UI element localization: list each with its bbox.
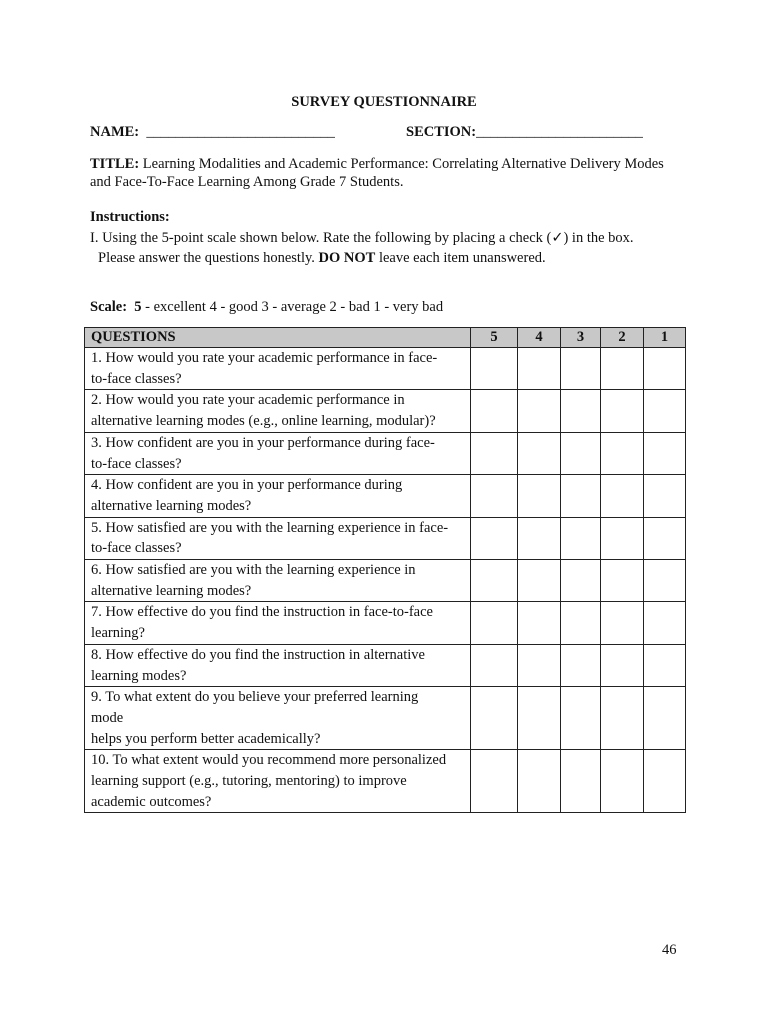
rating-checkbox-2[interactable]: [601, 560, 644, 602]
rating-checkbox-4[interactable]: [518, 517, 561, 559]
rating-checkbox-1[interactable]: [644, 432, 686, 474]
header-questions: QUESTIONS: [85, 328, 471, 348]
rating-checkbox-1[interactable]: [644, 390, 686, 432]
table-row: [85, 687, 686, 750]
table-row: [85, 348, 686, 390]
rating-checkbox-5[interactable]: [471, 560, 518, 602]
question-text: 3. How confident are you in your performance during face- to-face classes?: [85, 432, 471, 474]
instruction-line-2-before: Please answer the questions honestly.: [98, 250, 315, 266]
scale-first-value: 5: [134, 299, 142, 315]
scale-legend: - excellent 4 - good 3 - average 2 - bad 1 - very bad: [145, 299, 444, 315]
rating-checkbox-3[interactable]: [561, 348, 601, 390]
question-text: 4. How confident are you in your performance during alternative learning modes?: [85, 475, 471, 517]
rating-checkbox-3[interactable]: [561, 475, 601, 517]
rating-checkbox-2[interactable]: [601, 432, 644, 474]
rating-checkbox-3[interactable]: [561, 517, 601, 559]
question-text: 5. How satisfied are you with the learning experience in face- to-face classes?: [85, 517, 471, 559]
rating-checkbox-4[interactable]: [518, 602, 561, 644]
rating-checkbox-1[interactable]: [644, 602, 686, 644]
rating-checkbox-2[interactable]: [601, 602, 644, 644]
rating-checkbox-4[interactable]: [518, 750, 561, 813]
rating-checkbox-3[interactable]: [561, 390, 601, 432]
table-header-row: [85, 328, 686, 348]
rating-checkbox-1[interactable]: [644, 348, 686, 390]
rating-checkbox-4[interactable]: [518, 475, 561, 517]
question-text: 2. How would you rate your academic performance in alternative learning modes (e.g., online learning, modular)?: [85, 390, 471, 432]
instruction-line-2: [98, 250, 546, 267]
rating-checkbox-5[interactable]: [471, 602, 518, 644]
rating-checkbox-3[interactable]: [561, 750, 601, 813]
rating-checkbox-4[interactable]: [518, 348, 561, 390]
rating-checkbox-3[interactable]: [561, 560, 601, 602]
question-text: 9. To what extent do you believe your preferred learning mode helps you perform better academically?: [85, 687, 471, 750]
instruction-line-1: I. Using the 5-point scale shown below. Rate the following by placing a check (✓) in the box.: [90, 230, 634, 246]
rating-checkbox-1[interactable]: [644, 644, 686, 686]
instruction-do-not: DO NOT: [318, 250, 376, 266]
table-row: [85, 475, 686, 517]
rating-checkbox-3[interactable]: [561, 602, 601, 644]
rating-checkbox-2[interactable]: [601, 348, 644, 390]
section-field[interactable]: [406, 124, 643, 141]
title-text: Learning Modalities and Academic Performance: Correlating Alternative Delivery Modes and Face-To-Face Learning Among Grade 7 Students.: [90, 156, 664, 190]
section-label: SECTION:: [406, 124, 477, 140]
rating-checkbox-4[interactable]: [518, 432, 561, 474]
rating-checkbox-3[interactable]: [561, 432, 601, 474]
rating-checkbox-2[interactable]: [601, 644, 644, 686]
survey-table: [84, 327, 686, 813]
rating-checkbox-4[interactable]: [518, 560, 561, 602]
header-rating-2: 2: [601, 328, 644, 348]
question-text: 8. How effective do you find the instruction in alternative learning modes?: [85, 644, 471, 686]
rating-checkbox-1[interactable]: [644, 517, 686, 559]
table-row: [85, 644, 686, 686]
question-text: 1. How would you rate your academic performance in face- to-face classes?: [85, 348, 471, 390]
rating-checkbox-2[interactable]: [601, 750, 644, 813]
rating-checkbox-1[interactable]: [644, 750, 686, 813]
rating-checkbox-5[interactable]: [471, 687, 518, 750]
rating-checkbox-1[interactable]: [644, 475, 686, 517]
name-label: NAME:: [90, 124, 140, 140]
rating-checkbox-1[interactable]: [644, 687, 686, 750]
header-rating-5: 5: [471, 328, 518, 348]
scale-label: Scale:: [90, 299, 128, 315]
rating-checkbox-1[interactable]: [644, 560, 686, 602]
rating-checkbox-2[interactable]: [601, 517, 644, 559]
name-field[interactable]: [90, 124, 335, 141]
instruction-line-2-after: leave each item unanswered.: [378, 250, 546, 266]
table-row: [85, 432, 686, 474]
table-row: [85, 602, 686, 644]
header-rating-1: 1: [644, 328, 686, 348]
rating-checkbox-2[interactable]: [601, 390, 644, 432]
rating-checkbox-3[interactable]: [561, 687, 601, 750]
table-row: [85, 390, 686, 432]
header-rating-3: 3: [561, 328, 601, 348]
section-blank-line: _______________________: [476, 124, 643, 140]
instructions-heading: Instructions:: [90, 209, 170, 225]
question-text: 7. How effective do you find the instruction in face-to-face learning?: [85, 602, 471, 644]
rating-checkbox-4[interactable]: [518, 390, 561, 432]
title-label: TITLE:: [90, 156, 140, 172]
rating-checkbox-5[interactable]: [471, 348, 518, 390]
header-rating-4: 4: [518, 328, 561, 348]
rating-checkbox-2[interactable]: [601, 475, 644, 517]
rating-checkbox-5[interactable]: [471, 644, 518, 686]
table-row: [85, 517, 686, 559]
rating-checkbox-3[interactable]: [561, 644, 601, 686]
table-row: [85, 560, 686, 602]
rating-checkbox-5[interactable]: [471, 517, 518, 559]
page-title: SURVEY QUESTIONNAIRE: [291, 94, 477, 110]
rating-checkbox-5[interactable]: [471, 390, 518, 432]
rating-checkbox-2[interactable]: [601, 687, 644, 750]
survey-title: [90, 155, 670, 191]
table-row: [85, 750, 686, 813]
question-text: 6. How satisfied are you with the learning experience in alternative learning modes?: [85, 560, 471, 602]
rating-checkbox-4[interactable]: [518, 687, 561, 750]
question-text: 10. To what extent would you recommend more personalized learning support (e.g., tutoring, mentoring) to improve academic outcomes?: [85, 750, 471, 813]
rating-checkbox-5[interactable]: [471, 750, 518, 813]
rating-checkbox-5[interactable]: [471, 475, 518, 517]
name-blank-line: __________________________: [146, 124, 335, 140]
rating-checkbox-5[interactable]: [471, 432, 518, 474]
rating-scale: [90, 299, 443, 316]
rating-checkbox-4[interactable]: [518, 644, 561, 686]
page-number: 46: [662, 942, 677, 958]
